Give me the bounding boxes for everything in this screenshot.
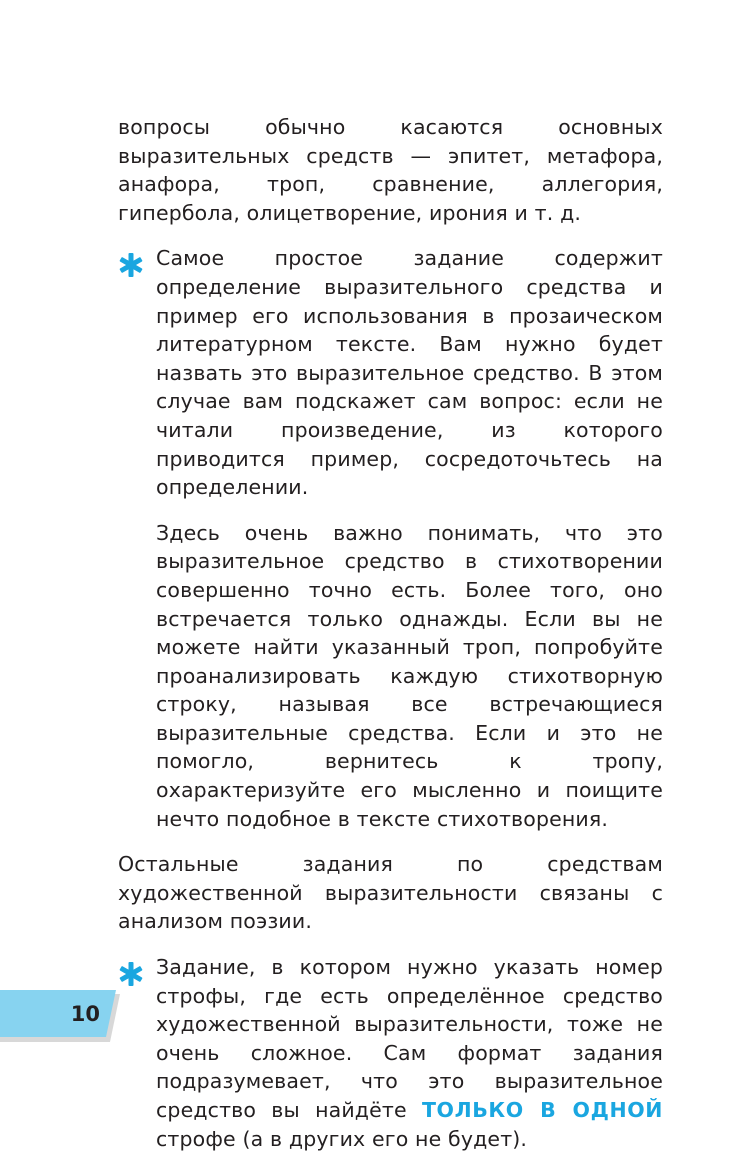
page-body: [118, 113, 663, 1153]
bullet-simple-task: [118, 244, 663, 501]
asterisk-icon: [118, 961, 144, 987]
bullet-stanza-text-before: Задание, в котором нужно указать номер строфы, где есть определённое средство художественной выразительности, тоже не очень сложное. Сам формат задания подразумевает, что это выразительное средство вы найдёте: [156, 955, 663, 1122]
page-number: [0, 990, 104, 1038]
bullet-stanza-task: [118, 953, 663, 1153]
highlight-only-one: ТОЛЬКО В ОДНОЙ: [421, 1098, 663, 1122]
bullet-stanza-text-after: строфе (а в других его не будет).: [156, 1126, 528, 1151]
paragraph-poem-analysis: Здесь очень важно понимать, что это выразительное средство в стихотворении совершенно точно есть. Более того, оно встречается только однажды. Если вы не можете найти указанный троп, попробуйте проанализировать каждую стихотворную строку, называя все встречающиеся выразительные средства. Если и это не помогло, вернитесь к тропу, охарактеризуйте его мысленно и поищите нечто подобное в тексте стихотворения.: [156, 520, 663, 831]
page-number-text: 10: [70, 1002, 100, 1026]
asterisk-icon: [118, 252, 144, 278]
bullet-simple-task-text: Самое простое задание содержит определение выразительного средства и пример его использования в прозаическом литературном тексте. Вам нужно будет назвать это выразительное средство. В этом случае вам подскажет сам вопрос: если не читали произведение, из которого приводится пример, сосредоточьтесь на определении.: [156, 246, 663, 500]
paragraph-intro: вопросы обычно касаются основных выразительных средств — эпитет, метафора, анафора, троп, сравнение, аллегория, гипербола, олицетворение, ирония и т. д.: [118, 115, 663, 225]
paragraph-other-tasks: Остальные задания по средствам художественной выразительности связаны с анализом поэзии.: [118, 852, 663, 934]
